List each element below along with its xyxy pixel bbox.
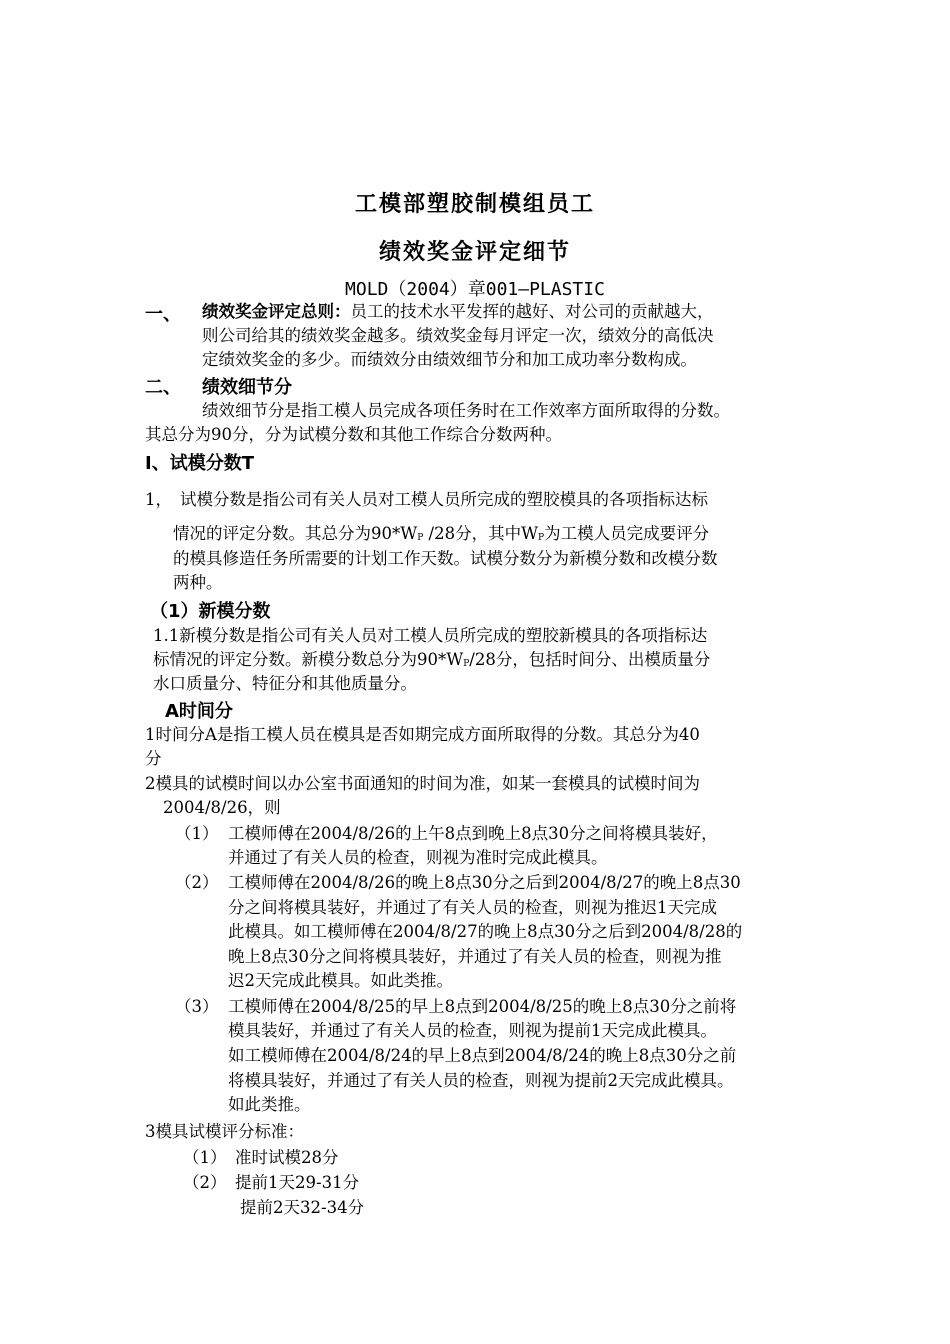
time-score-p1-line-2: 分: [145, 749, 162, 768]
section-2-heading: 绩效细节分: [202, 377, 292, 398]
wp-subscript-3: P: [463, 659, 470, 669]
time-score-p2-line-2: 2004/8/26，则: [163, 798, 281, 817]
new-mold-line-3: 水口质量分、特征分和其他质量分。: [153, 674, 417, 693]
case-3-line-1: 工模师傅在2004/8/25的早上8点到2004/8/25的晚上8点30分之前将: [228, 997, 737, 1016]
item-1-line-2: [173, 522, 709, 550]
section-1-line-1: [202, 300, 714, 324]
standard-2-text: 提前1天29-31分: [235, 1173, 360, 1192]
new-mold-heading: （1）新模分数: [150, 601, 271, 622]
case-2-line-5: 迟2天完成此模具。如此类推。: [228, 971, 453, 990]
section-1-text: 员工的技术水平发挥的越好、对公司的贡献越大，: [350, 302, 714, 321]
case-3-line-4: 将模具装好，并通过了有关人员的检查，则视为提前2天完成此模具。: [228, 1071, 734, 1090]
section-2-line-1: 绩效细节分是指工模人员完成各项任务时在工作效率方面所取得的分数。: [202, 401, 730, 420]
case-2-line-1: 工模师傅在2004/8/26的晚上8点30分之后到2004/8/27的晚上8点30: [228, 873, 741, 892]
standard-3-text: 提前2天32-34分: [240, 1198, 365, 1217]
new-mold-line-2b: /28分，包括时间分、出模质量分: [469, 650, 711, 669]
item-1-line-2a: 情况的评定分数。其总分为90*W: [173, 524, 418, 543]
standard-1-text: 准时试模28分: [235, 1148, 339, 1167]
section-1-number: 一、: [145, 304, 181, 325]
case-2-number: （2）: [175, 873, 219, 892]
item-1-line-2c: 为工模人员完成要评分: [544, 524, 710, 543]
time-score-p1-line-1: 1时间分A是指工模人员在模具是否如期完成方面所取得的分数。其总分为40: [145, 725, 700, 744]
wp-subscript-2: P: [538, 533, 545, 543]
section-1-heading: 绩效奖金评定总则：: [202, 302, 351, 321]
section-2-number: 二、: [145, 377, 181, 398]
case-3-line-2: 模具装好，并通过了有关人员的检查，则视为提前1天完成此模具。: [228, 1021, 717, 1040]
item-1-line-4: 两种。: [173, 573, 223, 592]
case-2-line-2: 分之间将模具装好，并通过了有关人员的检查，则视为推迟1天完成: [228, 898, 717, 917]
time-score-p2-line-1: 2模具的试模时间以办公室书面通知的时间为准，如某一套模具的试模时间为: [145, 774, 700, 793]
document-subtitle: 绩效奖金评定细节: [378, 240, 571, 265]
item-1-line-2b: /28分，其中W: [423, 524, 539, 543]
case-1-line-1: 工模师傅在2004/8/26的上午8点到晚上8点30分之间将模具装好，: [228, 824, 718, 843]
case-2-line-3: 此模具。如工模师傅在2004/8/27的晚上8点30分之后到2004/8/28的: [228, 922, 743, 941]
item-1-number: 1，: [145, 490, 172, 509]
scoring-standard-heading: 3模具试模评分标准：: [145, 1122, 304, 1141]
document-code: MOLD（2004）章001—PLASTIC: [345, 279, 605, 300]
new-mold-line-2a: 标情况的评定分数。新模分数总分为90*W: [153, 650, 464, 669]
standard-1-number: （1）: [183, 1148, 227, 1167]
item-1-line-1: 试模分数是指公司有关人员对工模人员所完成的塑胶模具的各项指标达标: [180, 490, 708, 509]
case-2-line-4: 晚上8点30分之间将模具装好，并通过了有关人员的检查，则视为推: [228, 947, 722, 966]
time-score-heading: A时间分: [165, 701, 233, 722]
case-3-number: （3）: [175, 997, 219, 1016]
section-1-line-2: 则公司给其的绩效奖金越多。绩效奖金每月评定一次，绩效分的高低决: [202, 326, 714, 345]
document-title: 工模部塑胶制模组员工: [354, 192, 595, 217]
case-3-line-5: 如此类推。: [228, 1095, 311, 1114]
section-2-line-2: 其总分为90分，分为试模分数和其他工作综合分数两种。: [145, 425, 562, 444]
standard-2-number: （2）: [183, 1173, 227, 1192]
case-1-number: （1）: [175, 824, 219, 843]
new-mold-line-1: 1.1新模分数是指公司有关人员对工模人员所完成的塑胶新模具的各项指标达: [153, 626, 708, 645]
item-1-line-3: 的模具修造任务所需要的计划工作天数。试模分数分为新模分数和改模分数: [173, 549, 718, 568]
trial-score-heading: I、试模分数T: [145, 453, 254, 474]
wp-subscript: P: [417, 533, 424, 543]
section-1-line-3: 定绩效奖金的多少。而绩效分由绩效细节分和加工成功率分数构成。: [202, 350, 697, 369]
case-3-line-3: 如工模师傅在2004/8/24的早上8点到2004/8/24的晚上8点30分之前: [228, 1046, 737, 1065]
case-1-line-2: 并通过了有关人员的检查，则视为准时完成此模具。: [228, 848, 608, 867]
